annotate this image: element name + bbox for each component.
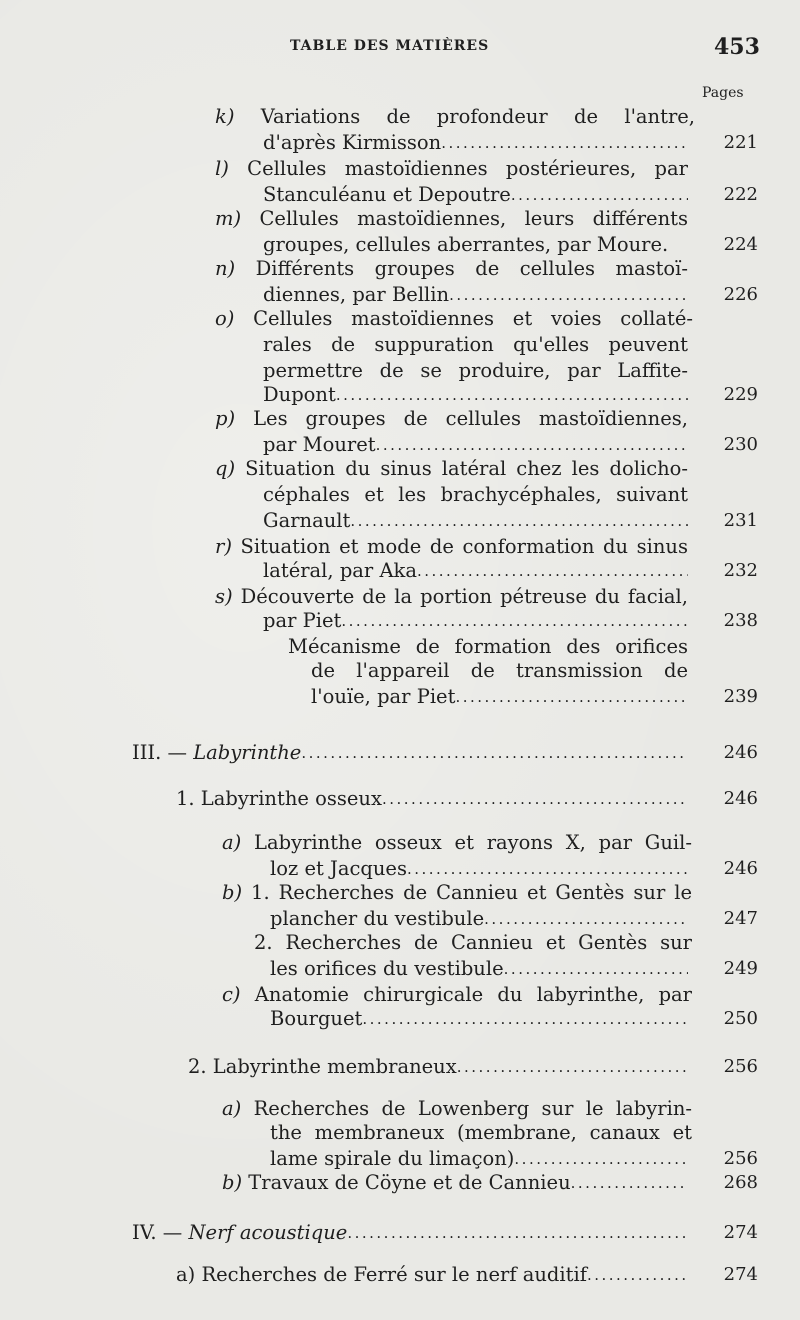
toc-entry-text: plancher du vestibule ..... (270, 906, 688, 932)
toc-page-ref: 256 (723, 1148, 758, 1169)
toc-entry-text: Bourguet ..... (270, 1006, 688, 1032)
toc-page-ref: 274 (723, 1264, 758, 1285)
toc-page-ref: 246 (723, 858, 758, 879)
toc-entry-text: d'après Kirmisson ..... (263, 130, 688, 156)
toc-page-ref: 224 (723, 234, 758, 255)
toc-entry-text: m) Cellules mastoïdiennes, leurs différents (215, 207, 688, 230)
toc-page-ref: 221 (723, 132, 758, 153)
toc-entry-text: b) Travaux de Cöyne et de Cannieu ..... (222, 1170, 688, 1196)
toc-entry-text: r) Situation et mode de conformation du sinus (215, 535, 688, 558)
toc-section-heading: III. — Labyrinthe ..... (132, 740, 688, 766)
toc-page-ref: 249 (723, 958, 758, 979)
toc-entry-text: par Piet ..... (263, 608, 688, 634)
toc-page-ref: 222 (723, 184, 758, 205)
toc-page-ref: 268 (723, 1172, 758, 1193)
toc-entry-text: par Mouret ..... (263, 432, 688, 458)
toc-page-ref: 238 (723, 610, 758, 631)
toc-page-ref: 232 (723, 560, 758, 581)
toc-entry-text: c) Anatomie chirurgicale du labyrinthe, par (222, 983, 692, 1006)
toc-page-ref: 226 (723, 284, 758, 305)
toc-page-ref: 256 (723, 1056, 758, 1077)
toc-page-ref: 230 (723, 434, 758, 455)
toc-subsection-heading: 2. Labyrinthe membraneux ..... (188, 1054, 688, 1080)
toc-entry-text: l) Cellules mastoïdiennes postérieures, par (215, 157, 688, 180)
page-number: 453 (714, 34, 760, 60)
toc-entry-text: groupes, cellules aberrantes, par Moure. (263, 233, 669, 256)
toc-entry-text: k) Variations de profondeur de l'antre, (215, 105, 695, 128)
toc-entry-text: q) Situation du sinus latéral chez les dolicho- (215, 457, 688, 480)
toc-entry-text: Dupont ..... (263, 382, 688, 408)
toc-entry-text: loz et Jacques ..... (270, 856, 688, 882)
toc-entry-text: permettre de se produire, par Laffite- (263, 359, 688, 382)
toc-entry-text: les orifices du vestibule ..... (270, 956, 688, 982)
toc-entry-text: diennes, par Bellin ..... (263, 282, 688, 308)
toc-page-ref: 246 (723, 742, 758, 763)
toc-entry-text: Garnault ..... (263, 508, 688, 534)
toc-page-ref: 246 (723, 788, 758, 809)
toc-entry-text: Stanculéanu et Depoutre ..... (263, 182, 688, 208)
toc-entry-text: s) Découverte de la portion pétreuse du facial, (215, 585, 688, 608)
toc-entry-text: a) Recherches de Ferré sur le nerf auditif ..... (176, 1262, 688, 1288)
toc-entry-text: n) Différents groupes de cellules mastoï- (215, 257, 688, 280)
toc-page-ref: 247 (723, 908, 758, 929)
pages-column-label: Pages (702, 85, 744, 101)
toc-entry-text: the membraneux (membrane, canaux et (270, 1121, 692, 1144)
toc-entry-text: o) Cellules mastoïdiennes et voies collaté- (215, 307, 693, 330)
toc-section-heading: IV. — Nerf acoustique ..... (132, 1220, 688, 1246)
toc-entry-text: b) 1. Recherches de Cannieu et Gentès sur le (222, 881, 692, 904)
toc-entry-text: l'ouïe, par Piet ..... (311, 684, 688, 710)
toc-entry-text: Mécanisme de formation des orifices (288, 635, 688, 658)
toc-entry-text: céphales et les brachycéphales, suivant (263, 483, 688, 506)
running-header: TABLE DES MATIÈRES (290, 38, 490, 54)
toc-page-ref: 239 (723, 686, 758, 707)
toc-entry-text: a) Recherches de Lowenberg sur le labyrin- (222, 1097, 692, 1120)
toc-page-ref: 274 (723, 1222, 758, 1243)
toc-entry-text: p) Les groupes de cellules mastoïdiennes, (215, 407, 688, 430)
toc-entry-text: a) Labyrinthe osseux et rayons X, par Guil- (222, 831, 692, 854)
toc-page-ref: 250 (723, 1008, 758, 1029)
toc-entry-text: de l'appareil de transmission de (311, 659, 688, 682)
toc-page-ref: 229 (723, 384, 758, 405)
toc-entry-text: lame spirale du limaçon) ..... (270, 1146, 688, 1172)
toc-subsection-heading: 1. Labyrinthe osseux ..... (176, 786, 688, 812)
toc-page-ref: 231 (723, 510, 758, 531)
toc-entry-text: rales de suppuration qu'elles peuvent (263, 333, 688, 356)
toc-entry-text: 2. Recherches de Cannieu et Gentès sur (254, 931, 692, 954)
toc-entry-text: latéral, par Aka ..... (263, 558, 688, 584)
